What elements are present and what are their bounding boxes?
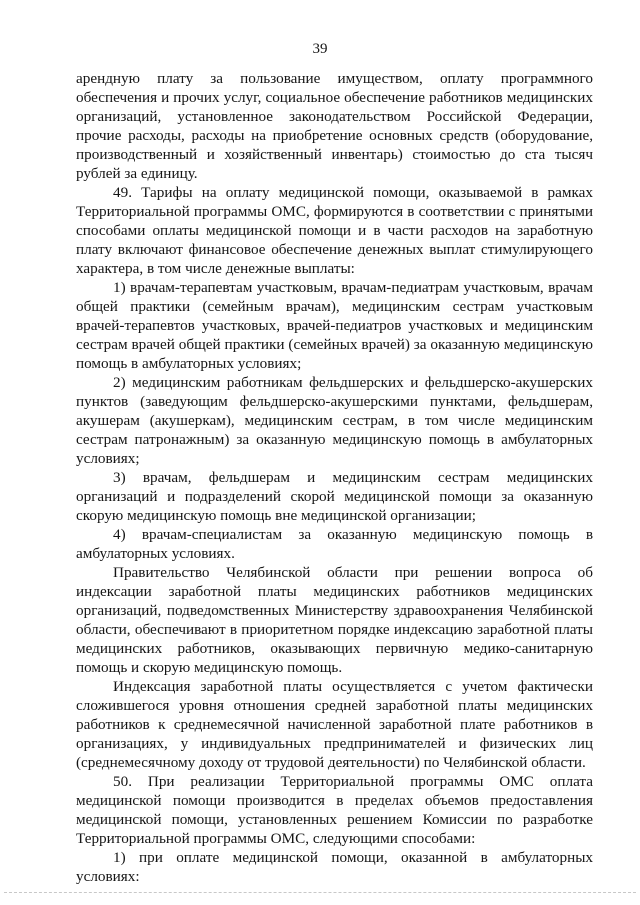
paragraph-indexation: Индексация заработной платы осуществляется с учетом фактически сложившегося уровня отношения средней заработной платы медицинских работников к среднемесячной начисленной заработной плате работников в организациях, у индивидуальных предпринимателей и физических лиц (среднемесячному доходу от трудовой деятельности) по Челябинской области. bbox=[76, 678, 593, 771]
paragraph-item-49-2: 2) медицинским работникам фельдшерских и фельдшерско-акушерских пунктов (заведующим фельдшерско-акушерскими пунктами, фельдшерам, акушерам (акушеркам), медицинским сестрам, в том числе медицинским сестрам патронажным) за оказанную медицинскую помощь в амбулаторных условиях; bbox=[76, 374, 593, 467]
scan-bottom-edge bbox=[4, 892, 636, 893]
paragraph-item-50-1: 1) при оплате медицинской помощи, оказанной в амбулаторных условиях: bbox=[76, 849, 593, 885]
page-number: 39 bbox=[312, 41, 328, 57]
paragraph-item-49-4: 4) врачам-специалистам за оказанную медицинскую помощь в амбулаторных условиях. bbox=[76, 526, 593, 562]
paragraph-government: Правительство Челябинской области при решении вопроса об индексации заработной платы медицинских работников медицинских организаций, подведомственных Министерству здравоохранения Челябинской области, обеспечивают в приоритетном порядке индексацию заработной платы медицинских работников, оказывающих первичную медико-санитарную помощь и скорую медицинскую помощь. bbox=[76, 564, 593, 676]
paragraph-item-49-3: 3) врачам, фельдшерам и медицинским сестрам медицинских организаций и подразделений скорой медицинской помощи за оказанную скорую медицинскую помощь вне медицинской организации; bbox=[76, 469, 593, 524]
paragraph-continuation: арендную плату за пользование имуществом, оплату программного обеспечения и прочих услуг, социальное обеспечение работников медицинских организаций, установленное законодательством Российской Федерации, прочие расходы, расходы на приобретение основных средств (оборудование, производственный и хозяйственный инвентарь) стоимостью до ста тысяч рублей за единицу. bbox=[76, 70, 593, 182]
document-body bbox=[76, 69, 593, 886]
paragraph-item-49-1: 1) врачам-терапевтам участковым, врачам-педиатрам участковым, врачам общей практики (семейным врачам), медицинским сестрам участковым врачей-терапевтов участковых, врачей-педиатров участковых и медицинским сестрам врачей общей практики (семейных врачей) за оказанную медицинскую помощь в амбулаторных условиях; bbox=[76, 279, 593, 372]
paragraph-item-49: 49. Тарифы на оплату медицинской помощи, оказываемой в рамках Территориальной программы ОМС, формируются в соответствии с принятыми способами оплаты медицинской помощи и в части расходов на заработную плату включают финансовое обеспечение денежных выплат стимулирующего характера, в том числе денежные выплаты: bbox=[76, 184, 593, 277]
paragraph-item-50: 50. При реализации Территориальной программы ОМС оплата медицинской помощи производится в пределах объемов предоставления медицинской помощи, установленных решением Комиссии по разработке Территориальной программы ОМС, следующими способами: bbox=[76, 773, 593, 847]
